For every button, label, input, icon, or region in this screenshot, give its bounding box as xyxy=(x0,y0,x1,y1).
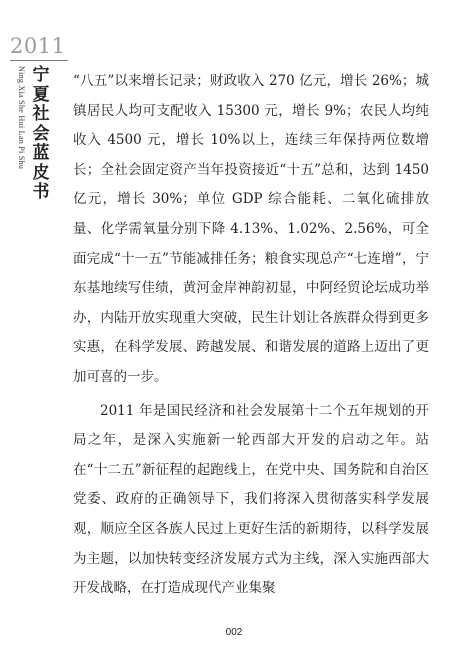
book-title-char: 蓝 xyxy=(32,143,50,163)
body-text xyxy=(73,67,429,604)
header-divider xyxy=(10,60,68,61)
book-title-pinyin: Ning Xia She Hui Lan Pi Shu xyxy=(17,66,26,170)
book-title-char: 皮 xyxy=(32,162,50,183)
book-title-char: 夏 xyxy=(32,84,50,105)
year-label: 2011 xyxy=(10,34,66,58)
running-header-sidebar xyxy=(0,0,72,672)
paragraph-continued: “八五”以来增长记录；财政收入 270 亿元，增长 26%；城镇居民人均可支配收入 15300 元，增长 9%；农民人均纯收入 4500 元，增长 10%以上，连续三年保持两位数增长；全社会固定资产当年投资接近“十五”总和，达到 1450 亿元，增长 30%；单位 GDP 综合能耗、二氧化硫排放量、化学需氧量分别下降 4.13%、1.02%、2.56%，可全面完成“十一五”节能减排任务；粮食实现总产“七连增”，宁东基地续写佳绩，黄河金岸神韵初显，中阿经贸论坛成功举办，内陆开放实现重大突破，民生计划让各族群众得到更多实惠，在科学发展、跨越发展、和谐发展的道路上迈出了更加可喜的一步。 xyxy=(73,73,429,385)
paragraph-2011-outlook: 2011 年是国民经济和社会发展第十二个五年规划的开局之年，是深入实施新一轮西部大开发的启动之年。站在“十二五”新征程的起跑线上，在党中央、国务院和自治区党委、政府的正确领导下，我们将深入贯彻落实科学发展观，顺应全区各族人民过上更好生活的新期待，以科学发展为主题，以加快转变经济发展方式为主线，深入实施西部大开发战略，在打造成现代产业集聚 xyxy=(73,402,429,597)
page-number: 002 xyxy=(225,627,243,638)
book-title-char: 宁 xyxy=(32,65,50,85)
book-title-char: 书 xyxy=(32,182,50,202)
book-title-char: 社 xyxy=(32,104,50,124)
book-title-char: 会 xyxy=(32,123,50,144)
book-title-vertical xyxy=(30,66,52,203)
